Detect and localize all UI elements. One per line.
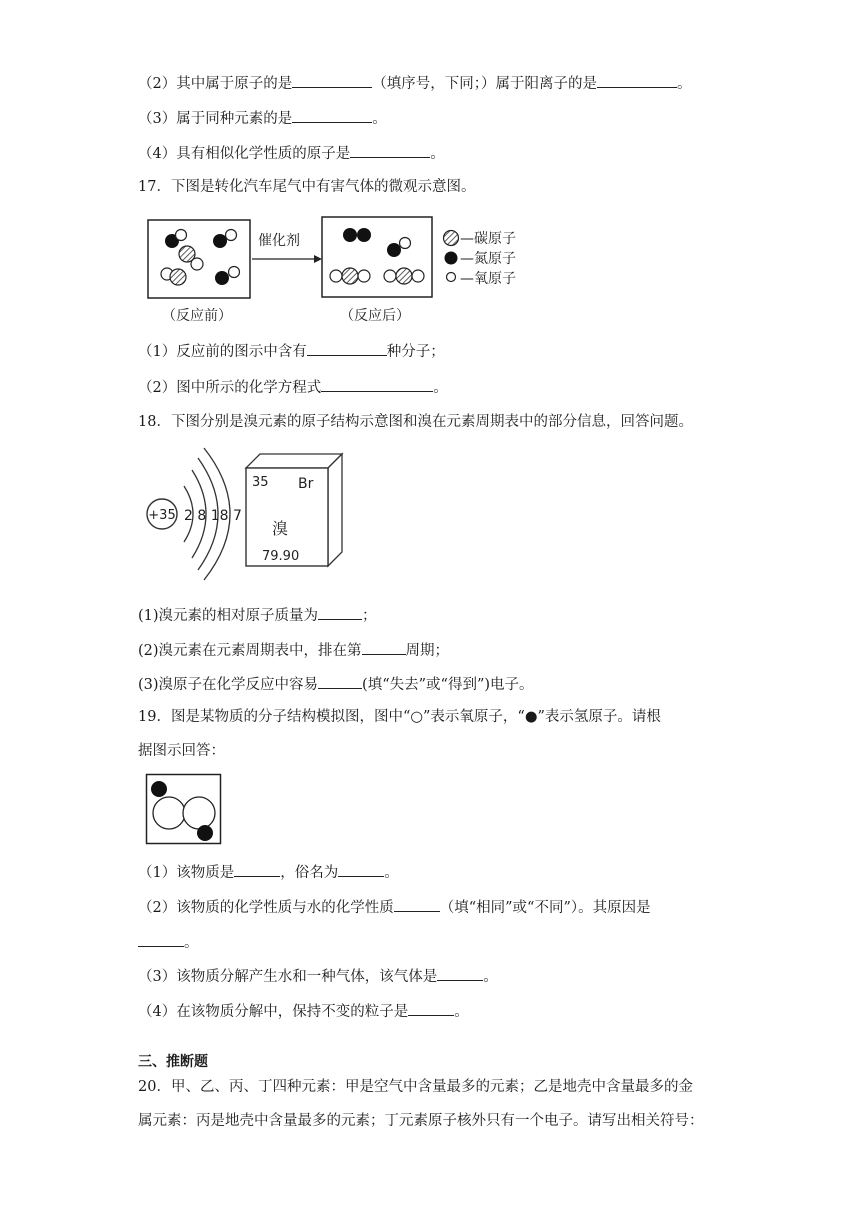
catalyst-label: 催化剂 xyxy=(258,233,300,249)
q19-part2: （2）该物质的化学性质与水的化学性质 （填“相同”或“不同”）。其原因是 xyxy=(138,897,651,918)
answer-blank[interactable] xyxy=(234,862,280,877)
answer-blank[interactable] xyxy=(321,377,433,392)
oxygen-atom xyxy=(412,270,424,282)
answer-blank[interactable] xyxy=(338,862,384,877)
after-box xyxy=(322,217,432,297)
nitrogen-atom xyxy=(213,234,227,248)
q17-part1: （1）反应前的图示中含有 种分子； xyxy=(138,341,445,362)
q17-part2: （2）图中所示的化学方程式 。 xyxy=(138,377,448,398)
atomic-mass: 79.90 xyxy=(262,549,300,564)
q19-stem-line2: 据图示回答： xyxy=(138,743,225,759)
q19-part1: （1）该物质是 ，俗名为 。 xyxy=(138,862,399,883)
legend-oxygen-label: —氧原子 xyxy=(460,271,516,287)
answer-blank[interactable] xyxy=(292,108,372,123)
hydrogen-atom xyxy=(197,825,213,841)
oxygen-atom xyxy=(183,797,215,829)
answer-blank[interactable] xyxy=(408,1001,454,1016)
oxygen-atom xyxy=(226,230,237,241)
q17-reaction-diagram xyxy=(140,212,550,328)
before-label: （反应前） xyxy=(162,308,232,324)
oxygen-atom xyxy=(153,797,185,829)
oxygen-atom xyxy=(229,267,240,278)
after-label: （反应后） xyxy=(340,308,410,324)
hydrogen-atom xyxy=(151,781,167,797)
section-heading: 三、推断题 xyxy=(138,1054,208,1070)
answer-blank[interactable] xyxy=(318,605,362,620)
answer-blank[interactable] xyxy=(597,73,677,88)
q18-part3: (3)溴原子在化学反应中容易 (填“失去”或“得到”)电子。 xyxy=(138,674,534,695)
legend-carbon-label: —碳原子 xyxy=(460,231,516,247)
q19-part2-cont: 。 xyxy=(138,932,199,953)
answer-blank[interactable] xyxy=(362,640,406,655)
nitrogen-atom xyxy=(215,271,229,285)
answer-blank[interactable] xyxy=(138,932,184,947)
q16-part3: （3）属于同种元素的是 。 xyxy=(138,108,387,129)
q19-molecule-diagram xyxy=(145,773,225,847)
answer-blank[interactable] xyxy=(437,966,483,981)
q16-part2: （2）其中属于原子的是 （填序号，下同；）属于阳离子的是 。 xyxy=(138,73,691,94)
q19-stem-line1: 19．图是某物质的分子结构模拟图，图中“○”表示氧原子，“●”表示氢原子。请根 xyxy=(138,709,661,725)
q19-part4: （4）在该物质分解中，保持不变的粒子是 。 xyxy=(138,1001,469,1022)
q20-line1: 20．甲、乙、丙、丁四种元素：甲是空气中含量最多的元素；乙是地壳中含量最多的金 xyxy=(138,1079,693,1095)
electron-shells: 2 8 18 7 xyxy=(184,508,242,524)
oxygen-atom xyxy=(330,270,342,282)
nitrogen-atom xyxy=(387,243,401,257)
oxygen-atom xyxy=(358,270,370,282)
answer-blank[interactable] xyxy=(350,143,430,158)
element-symbol: Br xyxy=(298,476,314,492)
q18-bromine-diagram xyxy=(140,446,350,582)
q19-part3: （3）该物质分解产生水和一种气体，该气体是 。 xyxy=(138,966,498,987)
oxygen-atom xyxy=(191,258,203,270)
q18-stem: 18．下图分别是溴元素的原子结构示意图和溴在元素周期表中的部分信息，回答问题。 xyxy=(138,414,693,430)
legend-nitrogen-icon xyxy=(445,252,458,265)
element-name: 溴 xyxy=(272,519,289,538)
q20-line2: 属元素：丙是地壳中含量最多的元素；丁元素原子核外只有一个电子。请写出相关符号： xyxy=(138,1113,704,1129)
q18-part2: (2)溴元素在元素周期表中，排在第 周期； xyxy=(138,640,449,661)
carbon-atom xyxy=(342,268,358,284)
nucleus-charge: +35 xyxy=(148,508,176,523)
nitrogen-atom xyxy=(357,228,371,242)
oxygen-atom xyxy=(400,238,411,249)
answer-blank[interactable] xyxy=(292,73,372,88)
q17-stem: 17．下图是转化汽车尾气中有害气体的微观示意图。 xyxy=(138,179,476,195)
oxygen-atom xyxy=(384,270,396,282)
answer-blank[interactable] xyxy=(394,897,440,912)
carbon-atom xyxy=(170,269,186,285)
nitrogen-atom xyxy=(343,228,357,242)
legend-nitrogen-label: —氮原子 xyxy=(460,251,516,267)
legend-oxygen-icon xyxy=(447,273,456,282)
atomic-number: 35 xyxy=(252,475,269,490)
q18-part1: (1)溴元素的相对原子质量为 ； xyxy=(138,605,377,626)
oxygen-atom xyxy=(176,230,187,241)
legend-carbon-icon xyxy=(444,231,459,246)
carbon-atom xyxy=(396,268,412,284)
q16-part4: （4）具有相似化学性质的原子是 。 xyxy=(138,143,445,164)
answer-blank[interactable] xyxy=(318,674,362,689)
answer-blank[interactable] xyxy=(307,341,387,356)
